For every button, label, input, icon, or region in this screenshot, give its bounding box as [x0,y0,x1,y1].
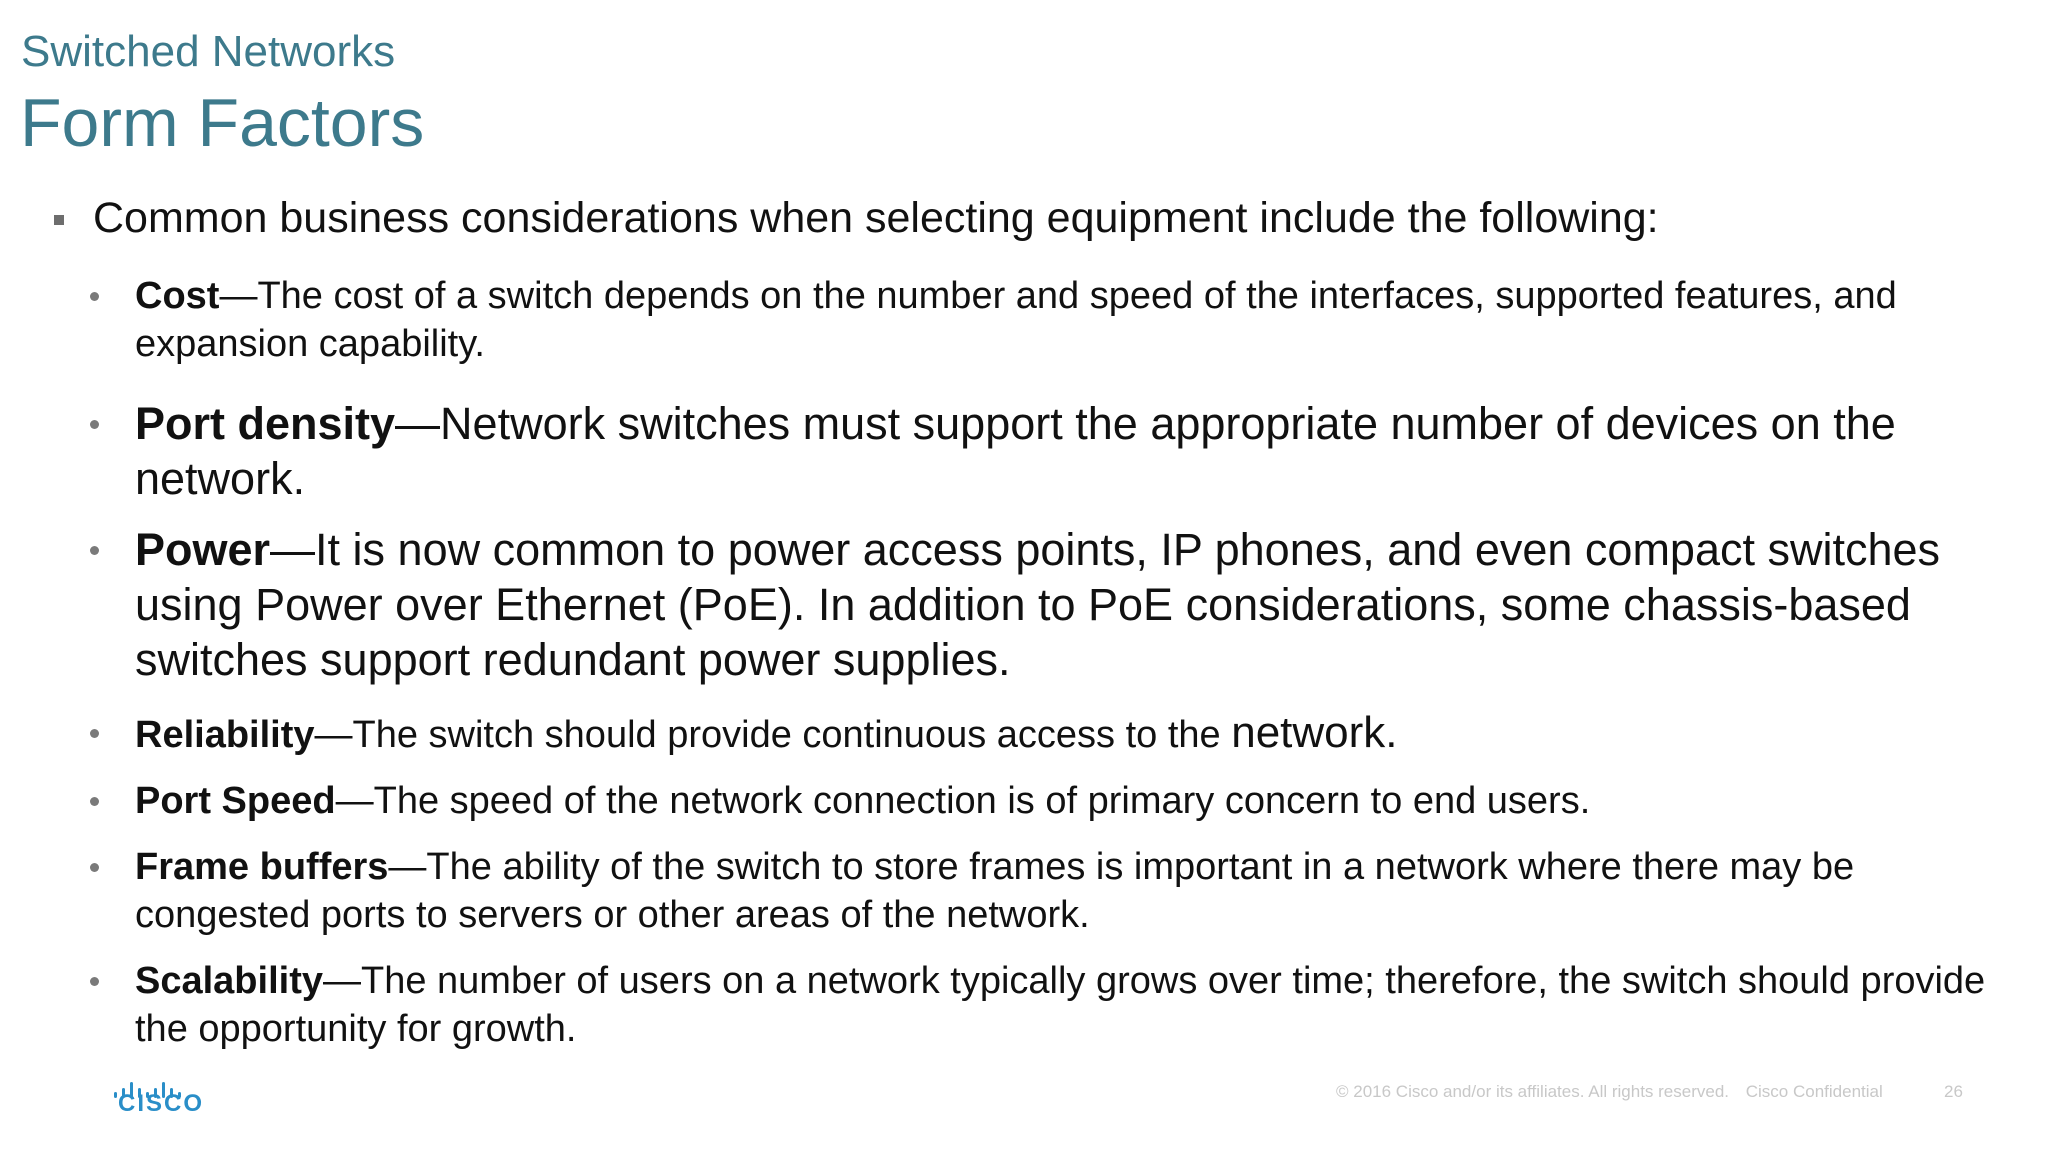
item-text: —It is now common to power access points, IP phones, and even compact switches using Power over Ethernet (PoE). In addition to PoE considerations, some chassis-based switches support redundant power supplies. [135,524,1941,685]
item-term: Reliability [135,714,315,756]
list-item-scalability [84,957,2014,1053]
item-text: —The cost of a switch depends on the number and speed of the interfaces, supported features, and expansion capability. [135,275,1897,365]
list-item-port-speed [84,777,2014,825]
list-item-cost [84,272,2014,368]
item-text: —The ability of the switch to store frames is important in a network where there may be congested ports to servers or other areas of the network. [135,846,1855,936]
list-item-power [84,522,2014,687]
intro-text: Common business considerations when selecting equipment include the following: [93,194,1659,242]
item-text: —The switch should provide continuous access to the [314,714,1232,756]
bullet-dot-icon [90,420,99,429]
item-term: Scalability [135,960,323,1002]
bullet-dot-icon [90,863,99,872]
bullet-dot-icon [90,977,99,986]
item-text: —The speed of the network connection is of primary concern to end users. [335,780,1591,822]
cisco-logo-text: CISCO [118,1090,205,1117]
page-number: 26 [1944,1082,1963,1101]
item-term: Port Speed [135,780,336,822]
slide-title: Form Factors [20,85,425,161]
item-term: Cost [135,275,220,317]
bullet-dot-icon [90,292,99,301]
item-term: Frame buffers [135,846,389,888]
item-text: —Network switches must support the appropriate number of devices on the network. [135,398,1896,504]
item-text: —The number of users on a network typically grows over time; therefore, the switch should provide the opportunity for growth. [135,960,1986,1050]
bullet-dot-icon [90,546,99,555]
bullet-list [84,272,2014,1053]
item-term: Port density [135,398,396,449]
slide-subtitle: Switched Networks [21,27,396,76]
list-item-port-density [84,396,2014,506]
copyright-text: © 2016 Cisco and/or its affiliates. All rights reserved. [1336,1082,1730,1101]
bullet-dot-icon [90,797,99,806]
list-item-reliability [84,709,2014,759]
square-bullet-icon [54,215,64,225]
bullet-dot-icon [90,729,99,738]
item-text-tail: network. [1231,708,1398,757]
confidential-text: Cisco Confidential [1745,1082,1883,1101]
item-term: Power [135,524,271,575]
list-item-frame-buffers [84,843,2014,939]
footer-text [1336,1082,1895,1102]
